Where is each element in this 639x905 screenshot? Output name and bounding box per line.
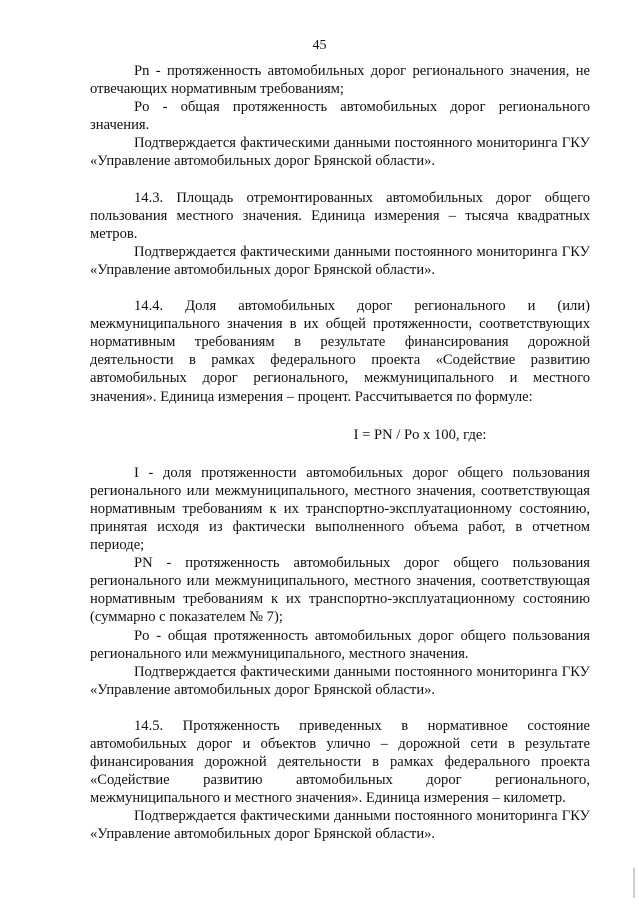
paragraph-pn-definition: PN - протяженность автомобильных дорог общего пользования регионального или межмуниципального, местного значения, соответствующая нормативным требованиям к их транспортно-эксплуатационному состоянию (суммарно с показателем № 7); xyxy=(90,555,590,626)
body-text xyxy=(90,62,590,844)
paragraph-confirmation: Подтверждается фактическими данными постоянного мониторинга ГКУ «Управление автомобильных дорог Брянской области». xyxy=(90,663,590,698)
paragraph-confirmation: Подтверждается фактическими данными постоянного мониторинга ГКУ «Управление автомобильных дорог Брянской области». xyxy=(90,808,590,843)
formula: I = PN / Po x 100, где: xyxy=(353,426,487,443)
page-number: 45 xyxy=(312,38,327,53)
paragraph-i-definition: I - доля протяженности автомобильных дорог общего пользования регионального или межмуниципального, местного значения, соответствующая нормативным требованиям к их транспортно-эксплуатационному состоянию, принятая исходя из фактически выполненного объема работ, в отчетном периоде; xyxy=(90,464,590,554)
paragraph-po-definition: Po - общая протяженность автомобильных дорог общего пользования регионального или межмуниципального, местного значения. xyxy=(90,627,590,662)
paragraph-confirmation: Подтверждается фактическими данными постоянного мониторинга ГКУ «Управление автомобильных дорог Брянской области». xyxy=(90,243,590,278)
scan-edge-mark xyxy=(633,868,635,898)
paragraph-14-5: 14.5. Протяженность приведенных в нормативное состояние автомобильных дорог и объектов улично – дорожной сети в результате финансирования дорожной деятельности в рамках федерального проекта «Содействие развитию автомобильных дорог регионального, межмуниципального и местного значения». Единица измерения – километр. xyxy=(90,717,590,807)
paragraph-po-definition: Po - общая протяженность автомобильных дорог регионального значения. xyxy=(90,99,590,134)
paragraph-14-3: 14.3. Площадь отремонтированных автомобильных дорог общего пользования местного значения. Единица измерения – тысяча квадратных метров. xyxy=(90,189,590,242)
paragraph-14-4: 14.4. Доля автомобильных дорог регионального и (или) межмуниципального значения в их общей протяженности, соответствующих нормативным требованиям в результате финансирования дорожной деятельности в рамках федерального проекта «Содействие развитию автомобильных дорог регионального, межмуниципального и местного значения». Единица измерения – процент. Рассчитывается по формуле: xyxy=(90,298,590,405)
paragraph-pn-definition: Pn - протяженность автомобильных дорог регионального значения, не отвечающих нормативным требованиям; xyxy=(90,63,590,98)
paragraph-confirmation: Подтверждается фактическими данными постоянного мониторинга ГКУ «Управление автомобильных дорог Брянской области». xyxy=(90,135,590,170)
